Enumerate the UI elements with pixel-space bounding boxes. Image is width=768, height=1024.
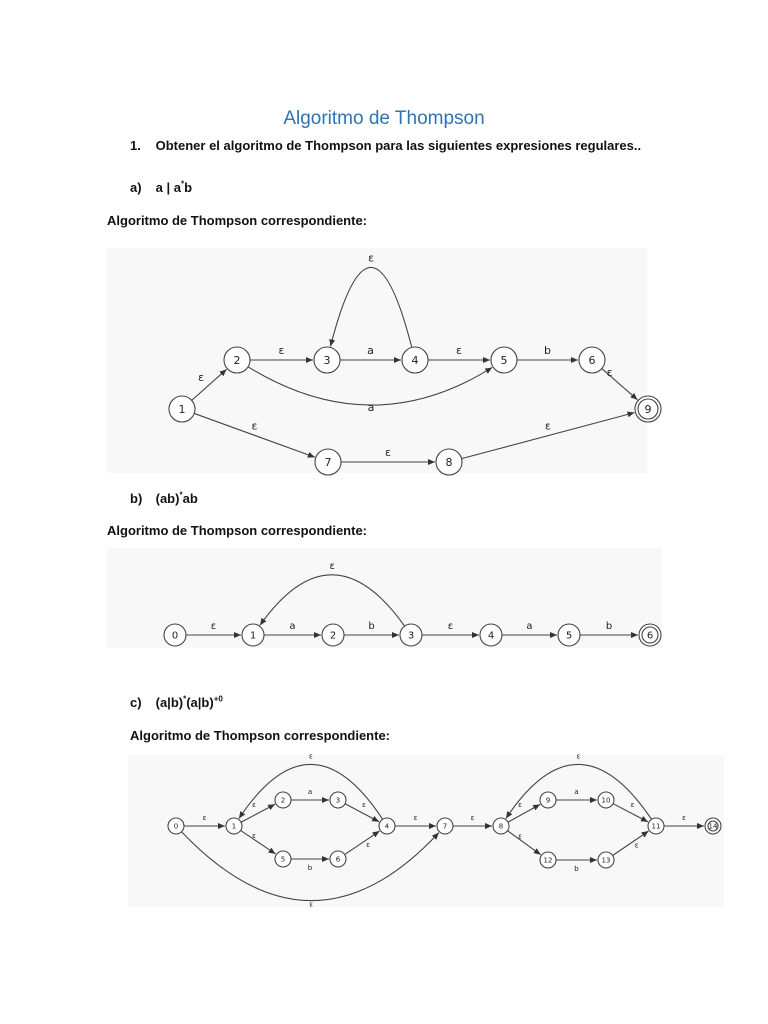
diagram-c-edge-label: ε (518, 801, 522, 810)
diagram-c-edge (613, 831, 649, 855)
diagram-a-state-label: 8 (445, 455, 453, 469)
diagram-c-edge-label: ε (252, 832, 256, 841)
diagram-a-state-label: 1 (178, 402, 186, 416)
diagram-b-state-label: 3 (407, 630, 415, 642)
section-a-caption: Algoritmo de Thompson correspondiente: (107, 213, 368, 228)
section-b-letter: b) (130, 491, 143, 507)
diagram-a-edge-label: a (367, 401, 375, 415)
diagram-c-state-label: 8 (498, 822, 504, 831)
diagram-a-edge-label: ε (278, 344, 285, 357)
diagram-a-state-label: 4 (411, 353, 419, 367)
diagram-a-edge (248, 367, 492, 405)
diagram-c-edge (508, 804, 540, 822)
diagram-b-edge-label: a (289, 621, 296, 632)
diagram-c (128, 752, 724, 909)
diagram-c-state-label: 4 (384, 822, 390, 831)
diagram-c-edge-label: ε (362, 800, 366, 809)
diagram-c-edge-label: a (307, 788, 313, 796)
diagram-b-edge-label: b (605, 621, 613, 632)
diagram-c-edge-label: ε (252, 801, 256, 810)
diagram-c-state-label: 1 (231, 822, 237, 831)
diagram-c-edge-label: b (307, 864, 313, 872)
diagram-a-graph (169, 251, 661, 475)
diagram-b-edge (260, 575, 405, 626)
diagram-c-edge-label: ε (682, 814, 686, 822)
diagram-c-edge (241, 830, 276, 854)
diagram-a (107, 248, 652, 473)
diagram-b-edge-label: ε (210, 621, 217, 632)
diagram-c-edge-label: ε (630, 800, 635, 809)
diagram-c-edge-label: b (574, 865, 579, 873)
diagram-c-edge-label: ε (366, 840, 370, 849)
diagram-b-state-label: 5 (565, 630, 573, 642)
diagram-b-edge-label: ε (329, 560, 335, 572)
section-c-expr: $(a|b)^*(a|b)^{+0}$ (155, 695, 223, 711)
diagram-b-state-label: 0 (171, 630, 179, 642)
section-b-heading (130, 491, 198, 506)
diagram-c-state-label: 10 (601, 796, 611, 805)
section-a-heading (130, 180, 192, 195)
diagram-a-state-label: 5 (500, 353, 508, 367)
section-c-caption: Algoritmo de Thompson correspondiente: (130, 728, 391, 743)
diagram-c-edge-label: ε (634, 841, 639, 850)
diagram-b (107, 548, 662, 648)
diagram-c-state-label: 11 (651, 822, 661, 831)
diagram-c-edge-label: ε (576, 752, 581, 761)
diagram-c-state-label: 9 (545, 796, 551, 805)
diagram-a-edge-label: ε (251, 419, 258, 433)
diagram-c-state-label: 14 (708, 822, 718, 831)
diagram-a-state-label: 2 (233, 353, 241, 367)
diagram-c-state-label: 6 (335, 855, 341, 864)
section-a-expr: a | a*b (155, 180, 193, 196)
question-line (130, 138, 641, 153)
diagram-a-edge-label: a (367, 344, 374, 357)
diagram-c-state-label: 13 (601, 856, 611, 865)
diagram-b-edge-label: a (526, 621, 533, 632)
page-title: Algoritmo de Thompson (283, 108, 485, 129)
diagram-c-state-label: 3 (335, 796, 341, 805)
diagram-c-state-label: 12 (543, 856, 553, 865)
diagram-c-state-label: 5 (280, 855, 286, 864)
question-number: 1. (130, 138, 141, 153)
diagram-c-edge-label: ε (308, 752, 313, 761)
diagram-c-edge-label: ε (518, 832, 522, 841)
diagram-a-edge-label: ε (545, 419, 551, 433)
diagram-b-state-label: 6 (646, 630, 654, 642)
diagram-a-edge-label: ε (456, 344, 462, 357)
diagram-b-state-label: 2 (329, 630, 337, 642)
diagram-b-edge-label: ε (447, 621, 454, 632)
diagram-a-edge-label: ε (198, 370, 205, 384)
section-c-heading (130, 695, 223, 710)
diagram-a-edge-label: ε (385, 446, 391, 459)
question-text: Obtener el algoritmo de Thompson para las siguientes expresiones regulares.. (155, 138, 642, 153)
diagram-c-edge (345, 831, 380, 855)
diagram-c-edge-label: ε (470, 814, 475, 822)
diagram-c-edge-label: ε (413, 814, 418, 822)
diagram-a-edge-label: ε (368, 251, 375, 265)
diagram-c-edge (507, 831, 540, 855)
diagram-c-graph (168, 752, 721, 908)
diagram-a-edge (330, 267, 411, 347)
diagram-c-edge-label: a (574, 788, 579, 796)
diagram-a-edge (192, 369, 227, 400)
diagram-a-state-label: 3 (323, 353, 331, 367)
diagram-c-state-label: 0 (173, 822, 179, 831)
diagram-b-state-label: 4 (487, 630, 495, 642)
diagram-b-edge-label: b (368, 621, 375, 632)
section-b-caption: Algoritmo de Thompson correspondiente: (107, 523, 368, 538)
section-a-letter: a) (130, 180, 142, 196)
diagram-c-edge (241, 804, 275, 822)
diagram-a-edge-label: b (544, 344, 551, 357)
section-c-letter: c) (130, 695, 142, 711)
diagram-b-graph (164, 561, 661, 646)
diagram-a-state-label: 6 (588, 353, 596, 367)
diagram-a-edge-label: ε (606, 366, 613, 380)
diagram-b-state-label: 1 (249, 630, 257, 642)
diagram-c-edge-label: ε (202, 814, 207, 822)
section-b-expr: (ab)*ab (155, 491, 198, 507)
diagram-a-state-label: 9 (644, 402, 652, 416)
diagram-c-edge-label: ε (309, 900, 313, 909)
diagram-a-state-label: 7 (324, 455, 332, 469)
diagram-c-state-label: 7 (442, 822, 448, 831)
diagram-c-state-label: 2 (280, 796, 286, 805)
